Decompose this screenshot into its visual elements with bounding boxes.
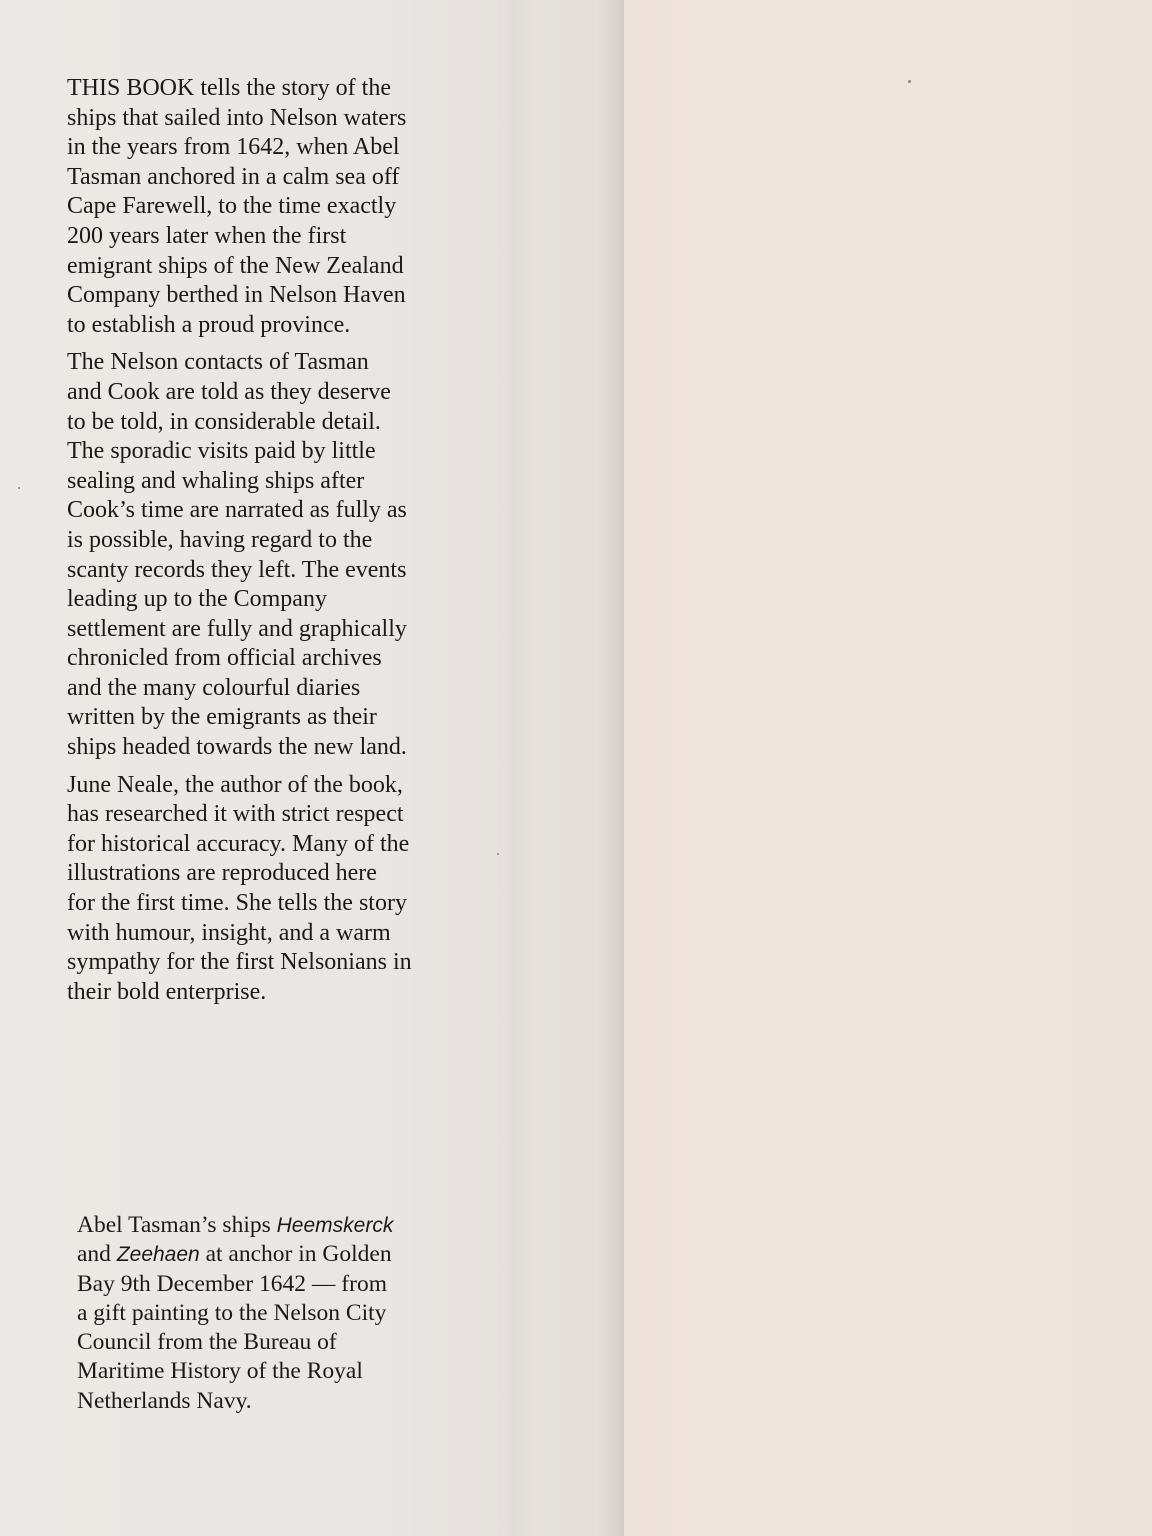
text-line: scanty records they left. The events xyxy=(67,556,407,583)
fold-shadow xyxy=(596,0,626,1536)
text-line: chronicled from official archives xyxy=(67,645,382,672)
paper-speck xyxy=(18,487,20,489)
ship-name: Zeehaen xyxy=(116,1243,200,1267)
text-line: has researched it with strict respect xyxy=(67,801,404,828)
caption-line: a gift painting to the Nelson City xyxy=(77,1299,387,1326)
text-line: The Nelson contacts of Tasman xyxy=(67,349,369,376)
text-line: The sporadic visits paid by little xyxy=(67,438,376,465)
caption-text: Abel Tasman’s ships xyxy=(77,1212,277,1238)
text-line: in the years from 1642, when Abel xyxy=(67,134,400,161)
text-line: illustrations are reproduced here xyxy=(67,860,377,887)
text-line: Company berthed in Nelson Haven xyxy=(67,282,406,309)
caption-line: Netherlands Navy. xyxy=(77,1387,252,1414)
blurb-paragraph-3 xyxy=(67,771,507,1008)
caption-line: Bay 9th December 1642 — from xyxy=(77,1270,387,1297)
paper-speck xyxy=(908,80,911,83)
paper-speck xyxy=(497,853,499,855)
text-line: June Neale, the author of the book, xyxy=(67,771,403,798)
caption-text: and xyxy=(77,1241,117,1268)
blurb-paragraph-1 xyxy=(67,74,507,340)
ship-name: Heemskerck xyxy=(276,1214,394,1237)
caption-line xyxy=(77,1211,497,1240)
caption-line: Maritime History of the Royal xyxy=(77,1358,363,1385)
text-line: with humour, insight, and a warm xyxy=(67,919,391,946)
text-line: for historical accuracy. Many of the xyxy=(67,830,410,857)
illustration-caption xyxy=(77,1211,497,1416)
text-line: and Cook are told as they deserve xyxy=(67,378,391,405)
caption-text: at anchor in Golden xyxy=(199,1241,392,1268)
text-line: is possible, having regard to the xyxy=(67,526,373,553)
text-line: their bold enterprise. xyxy=(67,978,267,1005)
text-line: written by the emigrants as their xyxy=(67,704,377,731)
blurb-paragraph-2 xyxy=(67,348,507,762)
text-line: 200 years later when the first xyxy=(67,222,347,249)
text-line: leading up to the Company xyxy=(67,586,327,613)
text-line: emigrant ships of the New Zealand xyxy=(67,252,404,279)
text-line: ships that sailed into Nelson waters xyxy=(67,104,407,131)
caption-line: Council from the Bureau of xyxy=(77,1329,337,1356)
text-line: settlement are fully and graphically xyxy=(67,615,407,642)
text-line: Tasman anchored in a calm sea off xyxy=(67,163,400,190)
text-line: sealing and whaling ships after xyxy=(67,467,365,494)
book-blurb xyxy=(67,74,507,1015)
text-line: and the many colourful diaries xyxy=(67,674,361,701)
text-line: Cook’s time are narrated as fully as xyxy=(67,497,407,524)
text-line: to establish a proud province. xyxy=(67,311,351,338)
text-line: sympathy for the first Nelsonians in xyxy=(67,949,412,976)
text-line: THIS BOOK tells the story of the xyxy=(67,75,391,101)
text-line: Cape Farewell, to the time exactly xyxy=(67,193,397,220)
blank-endpaper xyxy=(624,0,1152,1536)
caption-line xyxy=(77,1240,497,1269)
text-line: ships headed towards the new land. xyxy=(67,734,407,761)
text-line: for the first time. She tells the story xyxy=(67,890,407,917)
text-line: to be told, in considerable detail. xyxy=(67,408,381,435)
